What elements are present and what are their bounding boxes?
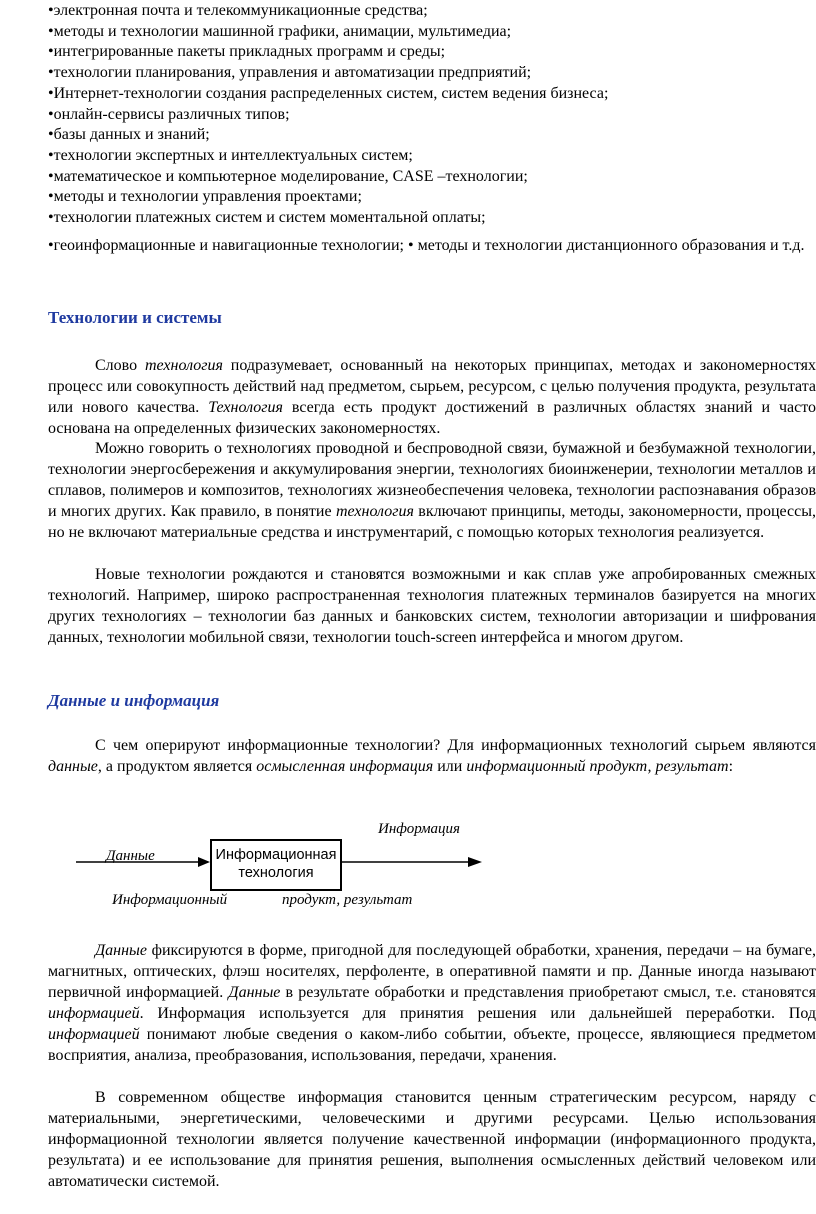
output-arrowhead [468,857,482,867]
bottom-left-label: Информационный [112,892,228,908]
list-item: •интегрированные пакеты прикладных программ и среды; [48,43,446,61]
process-box [210,839,342,891]
paragraph: Новые технологии рождаются и становятся возможными и как сплав уже апробированных смежных технологий. Например, широко распространенная технология платежных терминалов базируется на многих других технологиях – технологии баз данных и банковских систем, технологии авторизации и шифрования данных, технологии мобильной связи, технологии touch-screen интерфейса и многом другом. [48,566,816,646]
input-arrowhead [198,857,210,867]
section-heading-data: Данные и информация [48,691,220,710]
paragraph: Данные фиксируются в форме, пригодной для последующей обработки, хранения, передачи – на бумаге, магнитных, оптических, флэш носителях, перфоленте, в оперативной памяти и пр. Данные иногда называют первичной информацией. Данные в результате обработки и представления приобретают смысл, т.е. становятся информацией. Информация используется для принятия решения или дальнейшей переработки. Под информацией понимают любые сведения о каком-либо событии, объекте, процессе, являющиеся предметом восприятия, анализа, преобразования, использования, передачи, хранения. [48,942,816,1064]
bottom-right-label: продукт, результат [282,892,413,908]
list-item: •технологии планирования, управления и автоматизации предприятий; [48,64,532,82]
list-item: •методы и технологии управления проектами; [48,188,362,206]
box-line: технология [238,865,314,881]
list-item: •геоинформационные и навигационные технологии; • методы и технологии дистанционного образования и т.д. [48,236,805,254]
list-item: •математическое и компьютерное моделирование, CASE –технологии; [48,167,528,185]
list-item: •технологии экспертных и интеллектуальных систем; [48,146,413,164]
paragraph: Слово технология подразумевает, основанный на некоторых принципах, методах и закономерностях процесс или совокупность действий над предметом, сырьем, ресурсом, с целью получения продукта, результата или нового качества. Технология всегда есть продукт достижений в различных областях знаний и часто основана на определенных физических закономерностях. [48,357,816,437]
paragraph: Можно говорить о технологиях проводной и беспроводной связи, бумажной и безбумажной технологии, технологии энергосбережения и аккумулирования энергии, технологиях биоинженерии, технологии металлов и сплавов, полимеров и композитов, технологиях жизнеобеспечения человека, технологии распознавания образов и многих других. Как правило, в понятие технология включают принципы, методы, закономерности, процессы, но не включают материальные средства и инструментарий, с помощью которых технология реализуется. [48,440,816,541]
box-line: Информационная [215,847,337,863]
paragraph: В современном обществе информация становится ценным стратегическим ресурсом, наряду с материальными, энергетическими, человеческими и другими ресурсами. Целью использования информационной технологии является получение качественной информации (информационного продукта, результата) и ее использование для принятия решения, выполнения осмысленных действий человеком или автоматически системой. [48,1089,816,1190]
list-item: •технологии платежных систем и систем моментальной оплаты; [48,209,486,227]
output-label: Информация [378,821,461,837]
list-item: •электронная почта и телекоммуникационные средства; [48,2,428,19]
it-process-diagram [48,815,816,925]
bullet-list [48,1,816,259]
section-heading-technologies: Технологии и системы [48,308,222,327]
list-item: •методы и технологии машинной графики, анимации, мультимедиа; [48,22,512,40]
list-item: •онлайн-сервисы различных типов; [48,105,290,123]
list-item: •базы данных и знаний; [48,126,210,144]
paragraph: С чем оперируют информационные технологии? Для информационных технологий сырьем являются данные, а продуктом является осмысленная информация или информационный продукт, результат: [48,737,816,775]
input-label: Данные [106,848,155,864]
list-item: •Интернет-технологии создания распределенных систем, систем ведения бизнеса; [48,84,609,102]
